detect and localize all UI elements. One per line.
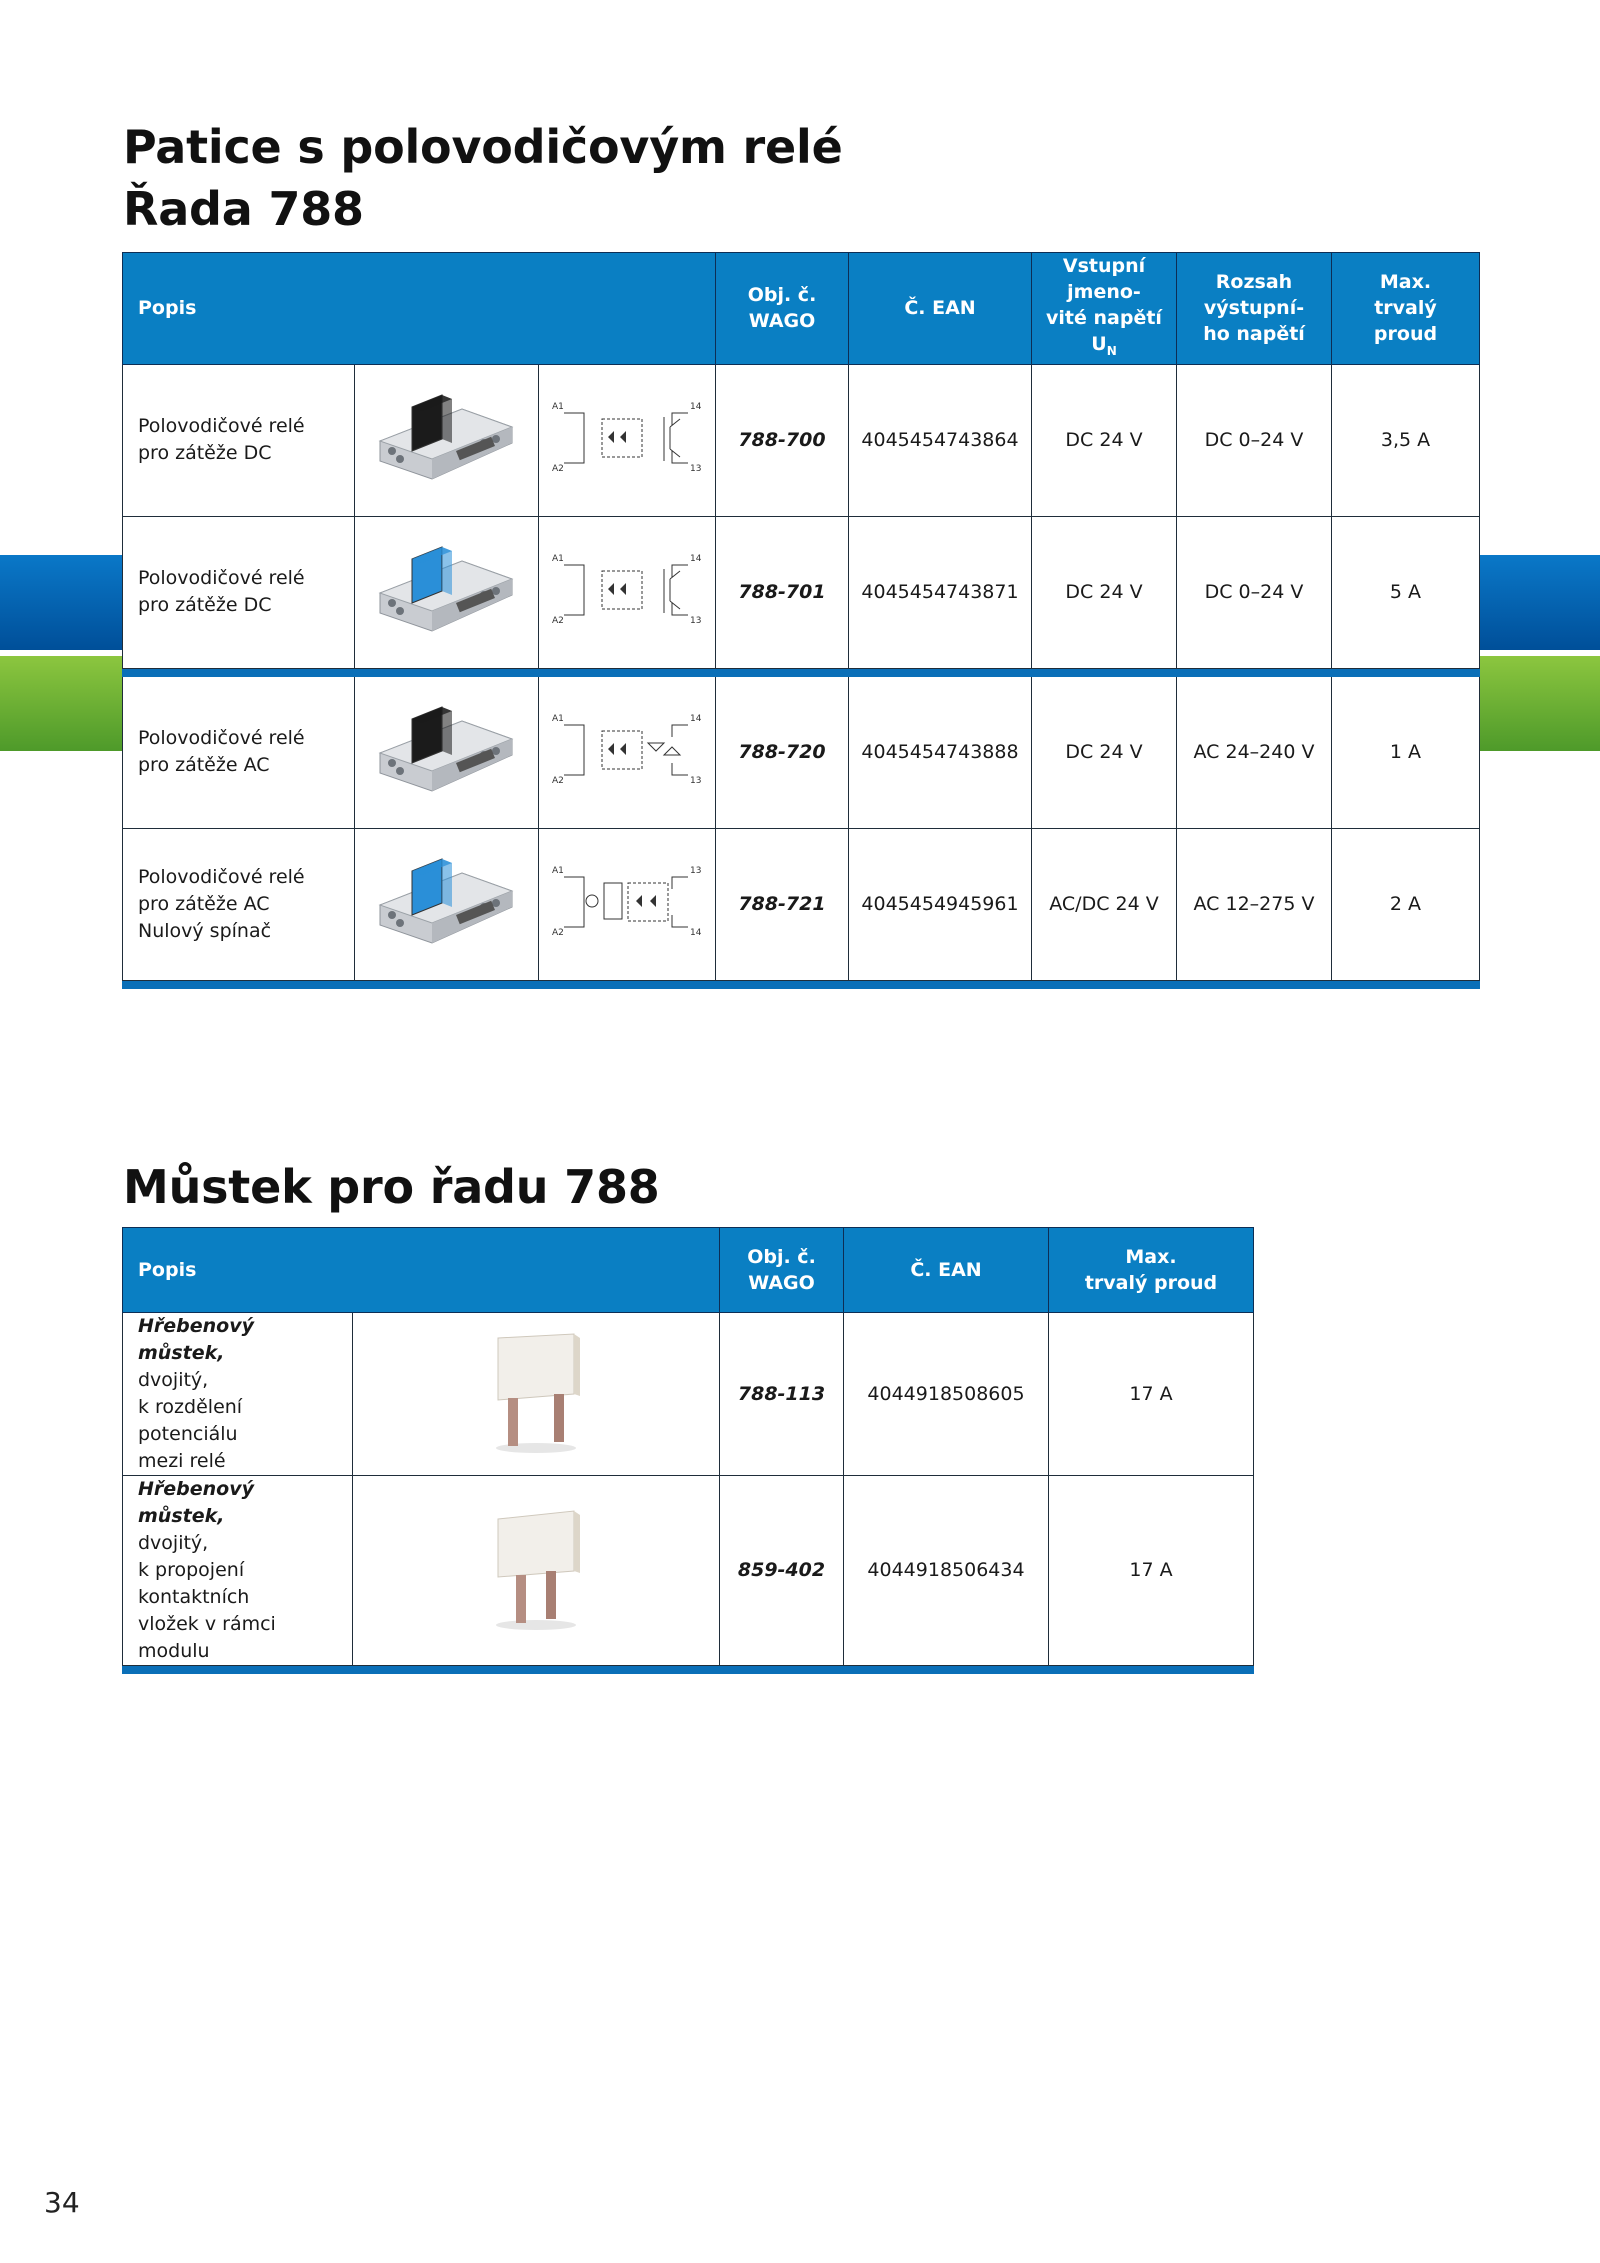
product-photo-cell [355,676,539,828]
col-header-max-current [1049,1228,1254,1313]
desc-title: Hřebenový můstek, [138,1478,254,1527]
table-row [123,828,1480,980]
svg-text:A1: A1 [552,714,564,725]
svg-text:13: 13 [690,866,702,877]
relay-table [122,252,1480,989]
table-header-row [123,1228,1254,1313]
col-header-max-current [1332,253,1480,365]
product-photo-cell [355,828,539,980]
product-photo-cell [353,1476,720,1666]
header-vst-line1: Vstupní jmeno- [1062,255,1146,303]
schematic-cell [539,676,716,828]
product-photo-cell [355,516,539,668]
desc-line: Nulový spínač [138,919,272,942]
row-description [123,828,355,980]
output-range: DC 0–24 V [1177,516,1332,668]
output-range: AC 24–240 V [1177,676,1332,828]
max-current: 17 A [1049,1476,1254,1666]
col-header-obj [720,1228,844,1313]
row-description [123,1476,353,1666]
relay-socket-image [355,533,538,651]
input-voltage: DC 24 V [1032,676,1177,828]
desc-line: Polovodičové relé [138,727,305,750]
input-voltage: AC/DC 24 V [1032,828,1177,980]
desc-line: Polovodičové relé [138,567,305,590]
product-photo-cell [355,364,539,516]
svg-text:A2: A2 [552,776,564,787]
max-current: 3,5 A [1332,364,1480,516]
divider-bar [123,668,1480,676]
desc-line: pro zátěže DC [138,594,272,617]
col-header-obj [716,253,849,365]
circuit-schematic [539,861,715,947]
desc-line: Polovodičové relé [138,865,305,888]
svg-text:A2: A2 [552,928,564,939]
max-current: 17 A [1049,1313,1254,1476]
max-current: 2 A [1332,828,1480,980]
title-line-2: Řada 788 [123,182,364,236]
side-band-blue-left [0,555,124,650]
svg-text:13: 13 [690,616,702,627]
divider-bar [123,1666,1254,1674]
col-header-output-range [1177,253,1332,365]
header-max-line2: trvalý proud [1373,297,1438,346]
row-divider [123,980,1480,988]
desc-line: Polovodičové relé [138,415,305,438]
order-number: 788-113 [720,1313,844,1476]
comb-jumper-image [353,1507,719,1635]
col-header-ean: Č. EAN [844,1228,1049,1313]
header-max-line2: trvalý proud [1084,1272,1218,1294]
order-number: 859-402 [720,1476,844,1666]
row-divider [123,668,1480,676]
table-row [123,364,1480,516]
table-row [123,1476,1254,1666]
input-voltage: DC 24 V [1032,516,1177,668]
relay-socket-image [355,381,538,499]
desc-line: k rozdělení potenciálu [138,1396,243,1445]
svg-text:14: 14 [690,554,702,565]
side-band-green-left [0,656,124,751]
col-header-ean: Č. EAN [849,253,1032,365]
svg-text:13: 13 [690,464,702,475]
relay-socket-image [355,845,538,963]
desc-line: k propojení kontaktních [138,1559,250,1608]
header-roz-line1: Rozsah výstupní- [1203,271,1305,320]
schematic-cell [539,364,716,516]
header-vst-sub: N [1106,343,1117,358]
divider-bar [123,980,1480,988]
ean-code: 4045454945961 [849,828,1032,980]
svg-text:14: 14 [690,402,702,413]
section-title-jumpers: Můstek pro řadu 788 [123,1160,660,1214]
desc-line: dvojitý, [138,1369,209,1391]
order-number: 788-701 [716,516,849,668]
output-range: AC 12–275 V [1177,828,1332,980]
col-header-popis: Popis [123,253,716,365]
row-description [123,516,355,668]
desc-line: mezi relé [138,1450,226,1472]
row-description [123,364,355,516]
desc-title: Hřebenový můstek, [138,1315,254,1364]
row-description [123,1313,353,1476]
title-line-1: Patice s polovodičovým relé [123,120,843,174]
header-obj-line2: WAGO [748,310,816,333]
ean-code: 4044918508605 [844,1313,1049,1476]
svg-text:A2: A2 [552,464,564,475]
output-range: DC 0–24 V [1177,364,1332,516]
svg-text:A1: A1 [552,402,564,413]
page-number: 34 [44,2186,80,2219]
table-row [123,1313,1254,1476]
product-photo-cell [353,1313,720,1476]
max-current: 5 A [1332,516,1480,668]
circuit-schematic [539,397,715,483]
svg-text:13: 13 [690,776,702,787]
header-roz-line2: ho napětí [1203,323,1305,346]
schematic-cell [539,828,716,980]
row-divider [123,1666,1254,1674]
ean-code: 4045454743864 [849,364,1032,516]
svg-text:14: 14 [690,714,702,725]
max-current: 1 A [1332,676,1480,828]
side-band-green-right [1478,656,1600,751]
ean-code: 4045454743888 [849,676,1032,828]
header-max-line1: Max. [1379,271,1432,294]
header-obj-line1: Obj. č. [747,1246,816,1268]
header-max-line1: Max. [1125,1246,1177,1268]
header-obj-line1: Obj. č. [747,284,817,307]
side-band-blue-right [1478,555,1600,650]
desc-line: pro zátěže AC [138,892,270,915]
order-number: 788-721 [716,828,849,980]
relay-socket-image [355,693,538,811]
desc-line: vložek v rámci modulu [138,1613,276,1662]
ean-code: 4044918506434 [844,1476,1049,1666]
svg-text:A1: A1 [552,554,564,565]
svg-text:A1: A1 [552,866,564,877]
table-row [123,516,1480,668]
svg-text:A2: A2 [552,616,564,627]
table-row [123,676,1480,828]
table-header-row [123,253,1480,365]
header-vst-text: vité napětí U [1046,307,1162,355]
header-vst-line2 [1040,305,1168,364]
row-description [123,676,355,828]
col-header-popis: Popis [123,1228,720,1313]
svg-text:14: 14 [690,928,702,939]
input-voltage: DC 24 V [1032,364,1177,516]
desc-line: pro zátěže DC [138,442,272,465]
section-title-relays [123,116,843,240]
col-header-input-voltage [1032,253,1177,365]
comb-jumper-image [353,1330,719,1458]
order-number: 788-700 [716,364,849,516]
ean-code: 4045454743871 [849,516,1032,668]
schematic-cell [539,516,716,668]
order-number: 788-720 [716,676,849,828]
jumper-table [122,1227,1254,1674]
desc-line: pro zátěže AC [138,754,270,777]
header-obj-line2: WAGO [748,1272,815,1294]
circuit-schematic [539,549,715,635]
desc-line: dvojitý, [138,1532,209,1554]
circuit-schematic [539,709,715,795]
